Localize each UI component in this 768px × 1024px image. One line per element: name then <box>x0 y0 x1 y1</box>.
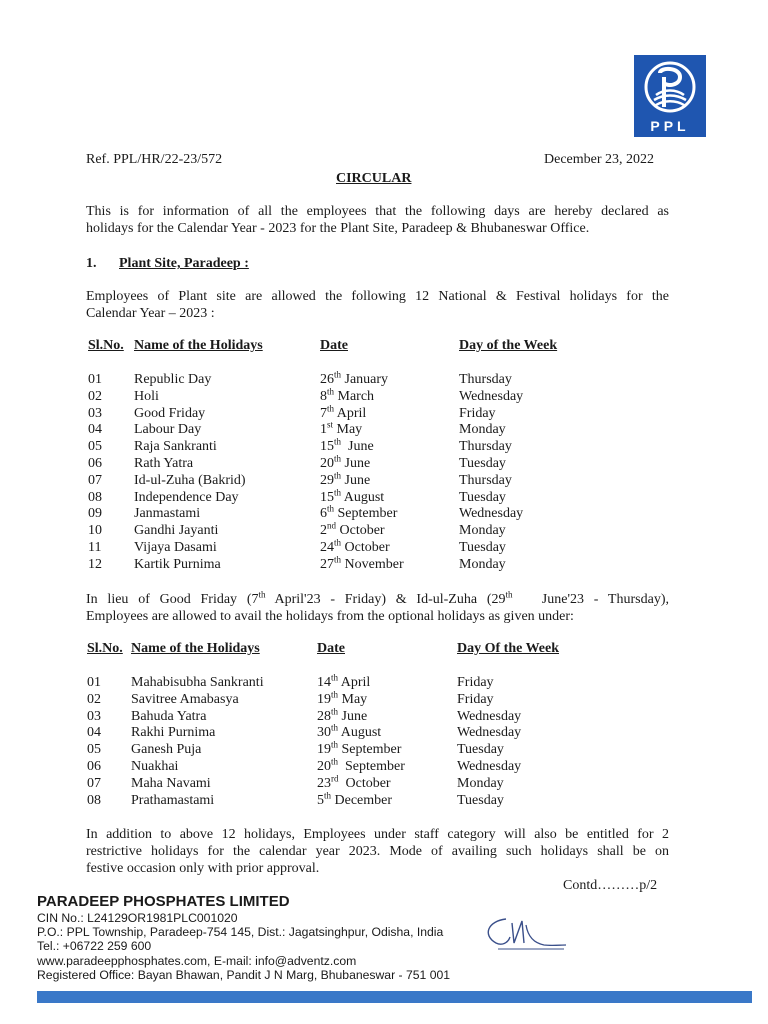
date-day-number: 7 <box>320 405 327 421</box>
section-heading: Plant Site, Paradeep : <box>119 256 249 271</box>
row-day-of-week: Wednesday <box>457 758 522 774</box>
date-month: January <box>341 372 389 387</box>
header-day: Day of the Week <box>459 338 558 353</box>
date-day-number: 24 <box>320 539 334 555</box>
date-day-number: 8 <box>320 388 327 404</box>
row-holiday-name: Good Friday <box>134 405 206 421</box>
company-logo <box>634 55 706 137</box>
row-holiday-name: Labour Day <box>134 422 202 438</box>
table-header-row <box>87 641 587 675</box>
date-day-number: 26 <box>320 372 334 387</box>
row-day-of-week: Wednesday <box>459 506 524 522</box>
row-day-of-week: Monday <box>459 523 506 539</box>
optional-holidays-table <box>87 641 587 809</box>
date-month: August <box>341 489 385 505</box>
row-holiday-name: Bahuda Yatra <box>131 708 207 724</box>
date-month: September <box>334 506 398 522</box>
row-sl-no: 11 <box>88 539 102 555</box>
row-day-of-week: Monday <box>459 556 506 572</box>
signature-icon <box>478 913 568 958</box>
row-day-of-week: Thursday <box>459 439 512 455</box>
row-day-of-week: Wednesday <box>457 708 522 724</box>
row-holiday-name: Gandhi Jayanti <box>134 523 219 539</box>
row-sl-no: 02 <box>88 388 102 404</box>
date-month: May <box>333 422 363 438</box>
table-row <box>88 490 589 507</box>
intro-paragraph <box>86 203 669 237</box>
table-row <box>88 406 589 423</box>
table-row <box>88 557 589 574</box>
text-segment: April'23 - Friday) & Id-ul-Zuha (29 <box>265 592 506 607</box>
date-month: October <box>338 775 391 791</box>
date-month: August <box>338 725 382 741</box>
row-sl-no: 09 <box>88 506 102 522</box>
table-body <box>88 369 589 574</box>
date-day-number: 15 <box>320 439 334 455</box>
closing-paragraph <box>86 826 669 877</box>
ppl-logo-emblem-icon <box>634 55 706 117</box>
circular-date: December 23, 2022 <box>544 152 655 167</box>
row-holiday-name: Republic Day <box>134 372 212 387</box>
date-ordinal-suffix: th <box>324 789 332 800</box>
date-ordinal-suffix: th <box>334 369 342 380</box>
row-holiday-name: Mahabisubha Sankranti <box>131 675 264 690</box>
superscript: th <box>505 589 513 600</box>
date-month: September <box>338 742 402 758</box>
logo-text: PPL <box>650 118 690 134</box>
date-month: June <box>341 439 374 455</box>
header-sl-no: Sl.No. <box>87 641 123 656</box>
row-holiday-name: Independence Day <box>134 489 239 505</box>
row-holiday-name: Holi <box>134 388 159 404</box>
row-holiday-name: Vijaya Dasami <box>134 539 217 555</box>
date-day-number: 29 <box>320 472 334 488</box>
row-holiday-name: Raja Sankranti <box>134 439 217 455</box>
row-date <box>317 773 457 793</box>
closing-line-1: In addition to above 12 holidays, Employees under staff category will also be entitled for 2 <box>86 827 669 842</box>
row-date <box>320 554 459 574</box>
row-sl-no: 05 <box>87 742 101 758</box>
row-sl-no: 01 <box>88 372 102 387</box>
row-sl-no: 02 <box>87 691 101 707</box>
row-day-of-week: Tuesday <box>459 489 506 505</box>
text-segment: In lieu of Good Friday (7 <box>86 592 259 607</box>
section-paragraph-line-2: Calendar Year – 2023 : <box>86 306 215 321</box>
row-date <box>320 503 459 523</box>
date-month: October <box>336 523 385 539</box>
date-ordinal-suffix: th <box>331 722 339 733</box>
date-day-number: 2 <box>320 523 327 539</box>
date-ordinal-suffix: th <box>327 503 335 514</box>
row-day-of-week: Monday <box>459 422 506 438</box>
date-ordinal-suffix: th <box>334 537 342 548</box>
date-day-number: 5 <box>317 792 324 808</box>
optional-holidays-paragraph <box>86 591 669 625</box>
reference-number: Ref. PPL/HR/22-23/572 <box>86 152 223 167</box>
date-month: April <box>338 675 371 690</box>
row-sl-no: 07 <box>88 472 102 488</box>
row-day-of-week: Wednesday <box>459 388 524 404</box>
date-month: May <box>338 691 368 707</box>
date-day-number: 20 <box>317 758 331 774</box>
row-date <box>317 789 457 810</box>
row-day-of-week: Tuesday <box>459 455 506 471</box>
row-date <box>320 369 459 389</box>
intro-line-2: holidays for the Calendar Year - 2023 for the Plant Site, Paradeep & Bhubaneswar Office. <box>86 221 590 236</box>
date-month: December <box>331 792 393 808</box>
footer-color-bar <box>37 991 752 1003</box>
date-month: September <box>338 758 405 774</box>
footer-company-name: PARADEEP PHOSPHATES LIMITED <box>37 893 290 910</box>
row-day-of-week: Wednesday <box>457 725 522 741</box>
row-sl-no: 01 <box>87 675 101 690</box>
table-header-row <box>88 338 589 372</box>
date-month: June <box>338 708 368 724</box>
footer-address: P.O.: PPL Township, Paradeep-754 145, Dist.: Jagatsinghpur, Odisha, India <box>37 925 444 939</box>
row-day-of-week: Thursday <box>459 372 512 387</box>
row-day-of-week: Thursday <box>459 472 512 488</box>
date-ordinal-suffix: th <box>334 453 342 464</box>
row-sl-no: 10 <box>88 523 102 539</box>
header-date: Date <box>320 338 348 353</box>
row-sl-no: 07 <box>87 775 101 791</box>
date-ordinal-suffix: th <box>331 705 339 716</box>
row-day-of-week: Friday <box>459 405 496 421</box>
row-day-of-week: Friday <box>457 691 494 707</box>
row-holiday-name: Ganesh Puja <box>131 742 202 758</box>
date-month: June <box>341 455 371 471</box>
optional-paragraph-line-1 <box>86 591 669 608</box>
row-day-of-week: Tuesday <box>457 792 504 808</box>
header-holiday-name: Name of the Holidays <box>134 338 263 353</box>
date-ordinal-suffix: th <box>327 386 335 397</box>
date-day-number: 15 <box>320 489 334 505</box>
header-sl-no: Sl.No. <box>88 338 124 353</box>
row-date <box>320 402 459 423</box>
date-ordinal-suffix: th <box>331 689 339 700</box>
row-sl-no: 08 <box>87 792 101 808</box>
table-row <box>87 776 587 793</box>
date-month: June <box>341 472 371 488</box>
footer-registered-office: Registered Office: Bayan Bhawan, Pandit J N Marg, Bhubaneswar - 751 001 <box>37 968 451 982</box>
date-ordinal-suffix: th <box>334 486 342 497</box>
date-ordinal-suffix: th <box>334 470 342 481</box>
date-day-number: 1 <box>320 422 327 438</box>
row-day-of-week: Tuesday <box>459 539 506 555</box>
row-sl-no: 05 <box>88 439 102 455</box>
row-holiday-name: Rakhi Purnima <box>131 725 216 741</box>
date-day-number: 19 <box>317 691 331 707</box>
date-ordinal-suffix: th <box>334 436 342 447</box>
row-sl-no: 04 <box>87 725 101 741</box>
header-holiday-name: Name of the Holidays <box>131 641 260 656</box>
row-day-of-week: Tuesday <box>457 742 504 758</box>
date-ordinal-suffix: rd <box>331 773 339 784</box>
date-ordinal-suffix: th <box>331 756 339 767</box>
table-row <box>88 506 589 523</box>
row-sl-no: 03 <box>88 405 102 421</box>
circular-title: CIRCULAR <box>336 171 412 186</box>
header-day: Day Of the Week <box>457 641 560 656</box>
row-sl-no: 12 <box>88 556 102 572</box>
date-ordinal-suffix: th <box>331 672 339 683</box>
superscript: th <box>258 589 266 600</box>
row-holiday-name: Janmastami <box>134 506 201 522</box>
closing-line-3: festive occasion only with prior approval. <box>86 861 320 876</box>
section-paragraph <box>86 288 669 322</box>
footer-telephone: Tel.: +06722 259 600 <box>37 939 152 953</box>
row-holiday-name: Kartik Purnima <box>134 556 221 572</box>
row-holiday-name: Nuakhai <box>131 758 179 774</box>
header-date: Date <box>317 641 345 656</box>
row-holiday-name: Id-ul-Zuha (Bakrid) <box>134 472 246 488</box>
date-ordinal-suffix: nd <box>327 520 336 531</box>
date-month: November <box>341 556 404 572</box>
row-sl-no: 04 <box>88 422 102 438</box>
table-body <box>87 672 587 809</box>
row-holiday-name: Rath Yatra <box>134 455 194 471</box>
row-sl-no: 08 <box>88 489 102 505</box>
date-ordinal-suffix: th <box>334 554 342 565</box>
intro-line-1: This is for information of all the employees that the following days are hereby declared as <box>86 204 669 219</box>
date-day-number: 27 <box>320 556 334 572</box>
table-row <box>88 372 589 389</box>
footer-cin: CIN No.: L24129OR1981PLC001020 <box>37 911 238 925</box>
date-month: April <box>334 405 367 421</box>
table-row <box>87 793 587 810</box>
national-festival-holidays-table <box>88 338 589 574</box>
date-day-number: 28 <box>317 708 331 724</box>
section-paragraph-line-1: Employees of Plant site are allowed the following 12 National & Festival holidays for the <box>86 289 669 304</box>
row-holiday-name: Prathamastami <box>131 792 215 808</box>
row-holiday-name: Savitree Amabasya <box>131 691 239 707</box>
row-holiday-name: Maha Navami <box>131 775 211 791</box>
date-month: March <box>334 388 375 404</box>
date-month: October <box>341 539 390 555</box>
date-day-number: 23 <box>317 775 331 791</box>
date-ordinal-suffix: th <box>331 739 339 750</box>
date-day-number: 19 <box>317 742 331 758</box>
date-day-number: 20 <box>320 455 334 471</box>
footer-web-email: www.paradeepphosphates.com, E-mail: info@adventz.com <box>37 954 357 968</box>
date-day-number: 14 <box>317 675 331 690</box>
optional-paragraph-line-2: Employees are allowed to avail the holidays from the optional holidays as given under: <box>86 609 574 624</box>
text-segment: June'23 - Thursday), <box>512 592 669 607</box>
row-date <box>320 386 459 406</box>
row-sl-no: 03 <box>87 708 101 724</box>
date-ordinal-suffix: th <box>327 402 335 413</box>
row-day-of-week: Friday <box>457 675 494 690</box>
continued-note: Contd………p/2 <box>563 878 658 893</box>
date-day-number: 6 <box>320 506 327 522</box>
row-date <box>320 486 459 507</box>
section-number: 1. <box>86 256 97 271</box>
closing-line-2: restrictive holidays for the calendar year 2023. Mode of availing such holidays shall be on <box>86 844 669 859</box>
row-sl-no: 06 <box>87 758 101 774</box>
row-day-of-week: Monday <box>457 775 504 791</box>
row-sl-no: 06 <box>88 455 102 471</box>
table-row <box>88 389 589 406</box>
date-ordinal-suffix: st <box>327 419 334 430</box>
date-day-number: 30 <box>317 725 331 741</box>
